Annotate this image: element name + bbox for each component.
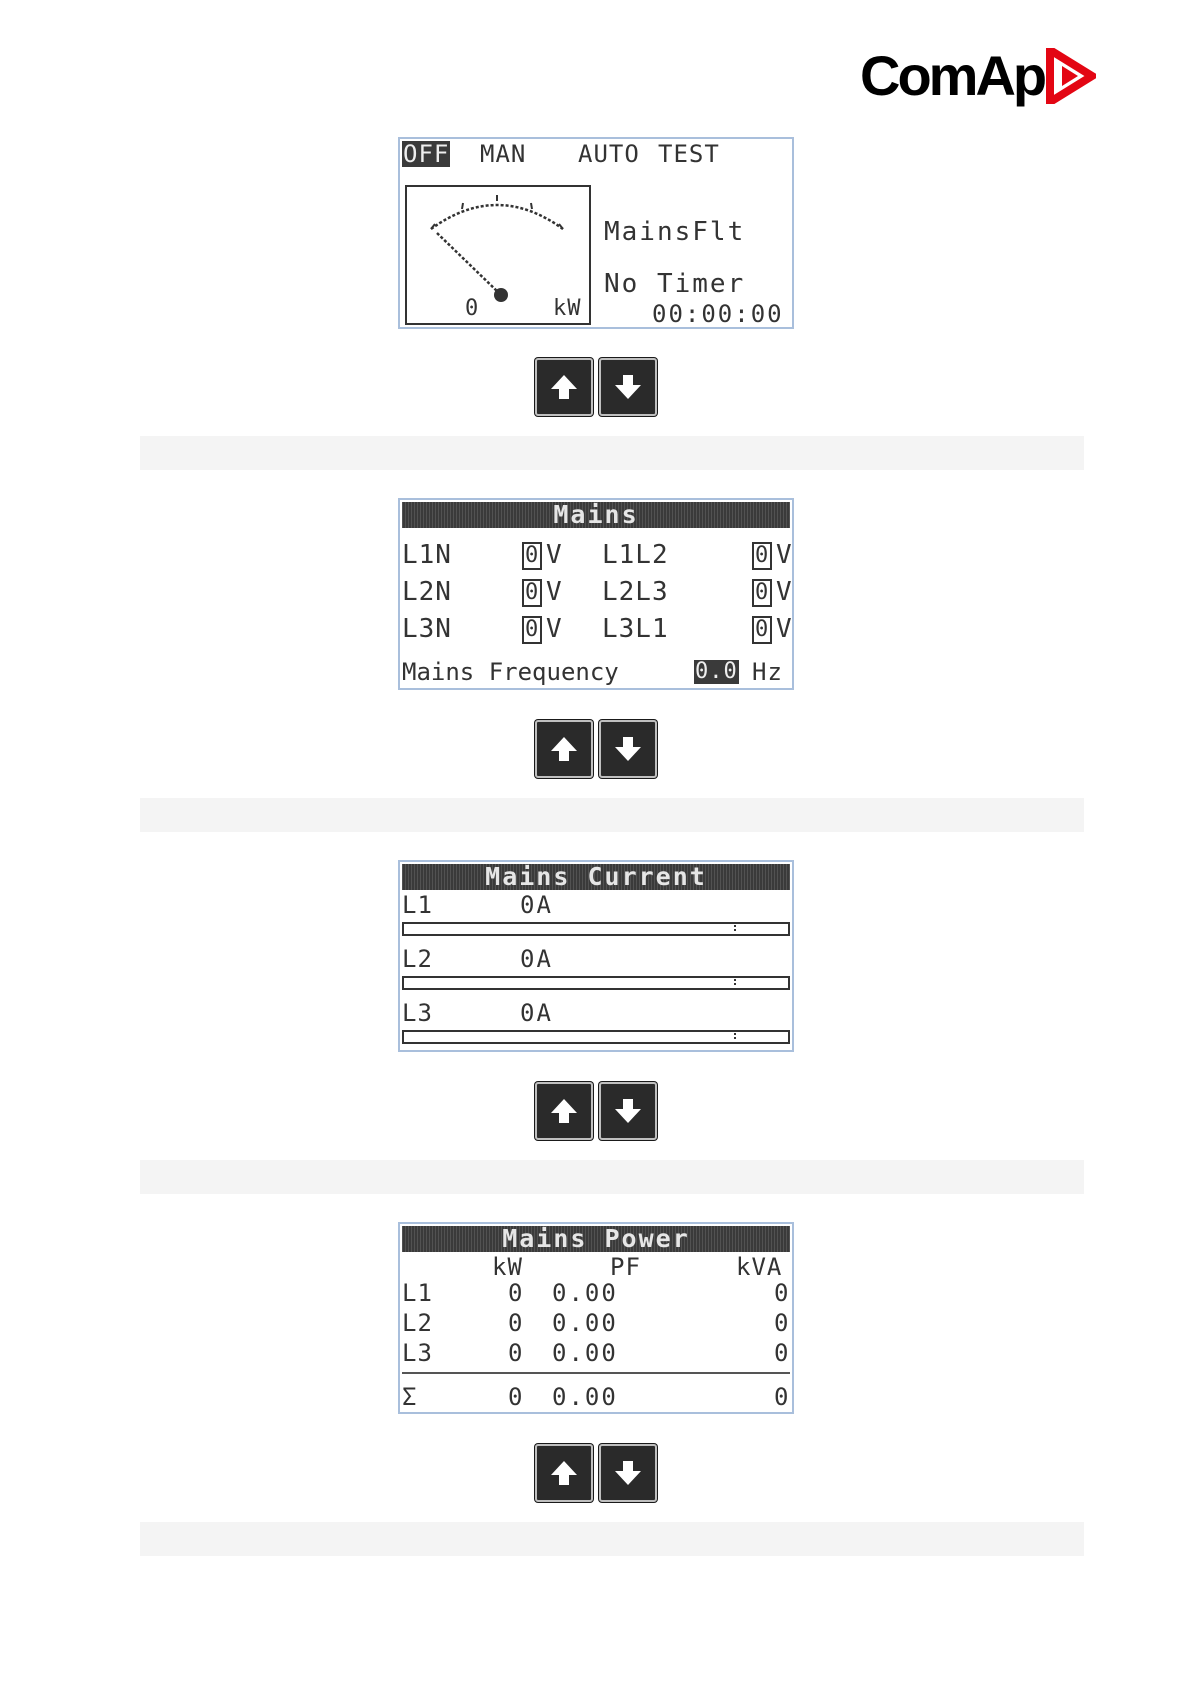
voltage-label: L1N (402, 540, 452, 570)
screen-header (402, 1226, 790, 1252)
current-bar (402, 1030, 790, 1044)
up-button[interactable] (535, 1082, 593, 1140)
status-text: MainsFlt (604, 217, 746, 247)
screen-header (402, 502, 790, 528)
up-button[interactable] (535, 358, 593, 416)
column-header-pf: PF (610, 1253, 641, 1281)
row-pf: 0.00 (552, 1309, 618, 1337)
separator-band (140, 1522, 1084, 1556)
lcd-screen-mains-power (398, 1222, 794, 1414)
timer-value: 00:00:00 (652, 300, 784, 328)
mode-auto[interactable]: AUTO (578, 140, 640, 168)
arrow-up-icon (549, 1096, 579, 1126)
arrow-up-icon (549, 372, 579, 402)
down-button[interactable] (599, 358, 657, 416)
voltage-label: L1L2 (602, 540, 669, 570)
total-label: Σ (402, 1383, 418, 1411)
row-kva: 0 (774, 1309, 790, 1337)
frequency-label: Mains Frequency (402, 658, 619, 686)
total-pf: 0.00 (552, 1383, 618, 1411)
voltage-value: 0 (522, 579, 542, 607)
total-divider (402, 1372, 790, 1374)
gauge-unit: kW (553, 296, 582, 321)
voltage-unit: V (546, 577, 563, 607)
voltage-unit: V (776, 577, 793, 607)
gauge-value: 0 (465, 296, 480, 321)
total-kw: 0 (508, 1383, 524, 1411)
lcd-screen-mains-current (398, 860, 794, 1052)
arrow-down-icon (613, 372, 643, 402)
phase-current: 0A (520, 891, 553, 919)
down-button[interactable] (599, 1082, 657, 1140)
current-bar (402, 976, 790, 990)
up-button[interactable] (535, 1444, 593, 1502)
voltage-value: 0 (752, 616, 772, 644)
mode-man[interactable]: MAN (480, 140, 527, 168)
down-button[interactable] (599, 720, 657, 778)
frequency-value: 0.0 (695, 659, 738, 684)
row-pf: 0.00 (552, 1279, 618, 1307)
voltage-label: L3N (402, 614, 452, 644)
phase-current: 0A (520, 999, 553, 1027)
screen-title: Mains Power (502, 1224, 690, 1253)
voltage-value: 0 (522, 542, 542, 570)
row-kw: 0 (508, 1279, 524, 1307)
separator-band (140, 798, 1084, 832)
arrow-down-icon (613, 1458, 643, 1488)
arrow-up-icon (549, 734, 579, 764)
phase-current: 0A (520, 945, 553, 973)
lcd-screen-mains (398, 498, 794, 690)
row-kva: 0 (774, 1339, 790, 1367)
column-header-kva: kVA (736, 1253, 783, 1281)
power-gauge (405, 185, 591, 325)
row-kw: 0 (508, 1339, 524, 1367)
phase-label: L1 (402, 891, 433, 919)
voltage-unit: V (546, 540, 563, 570)
row-kva: 0 (774, 1279, 790, 1307)
up-button[interactable] (535, 720, 593, 778)
row-label: L1 (402, 1279, 433, 1307)
total-kva: 0 (774, 1383, 790, 1411)
mode-off[interactable]: OFF (403, 140, 450, 168)
voltage-unit: V (776, 540, 793, 570)
voltage-unit: V (776, 614, 793, 644)
arrow-down-icon (613, 734, 643, 764)
voltage-label: L3L1 (602, 614, 669, 644)
voltage-value: 0 (522, 616, 542, 644)
voltage-value: 0 (752, 579, 772, 607)
mode-test[interactable]: TEST (658, 140, 720, 168)
down-button[interactable] (599, 1444, 657, 1502)
separator-band (140, 436, 1084, 470)
screen-title: Mains Current (485, 862, 707, 891)
arrow-up-icon (549, 1458, 579, 1488)
logo-text: ComAp (860, 44, 1045, 107)
voltage-value: 0 (752, 542, 772, 570)
logo-arrow-icon (1046, 48, 1096, 104)
row-kw: 0 (508, 1309, 524, 1337)
voltage-unit: V (546, 614, 563, 644)
lcd-screen-main (398, 137, 794, 329)
screen-title: Mains (553, 500, 639, 529)
column-header-kw: kW (492, 1253, 523, 1281)
voltage-label: L2N (402, 577, 452, 607)
row-pf: 0.00 (552, 1339, 618, 1367)
arrow-down-icon (613, 1096, 643, 1126)
current-bar (402, 922, 790, 936)
frequency-unit: Hz (752, 658, 783, 686)
timer-label: No Timer (604, 269, 746, 299)
phase-label: L2 (402, 945, 433, 973)
voltage-label: L2L3 (602, 577, 669, 607)
screen-header (402, 864, 790, 890)
phase-label: L3 (402, 999, 433, 1027)
row-label: L3 (402, 1339, 433, 1367)
separator-band (140, 1160, 1084, 1194)
row-label: L2 (402, 1309, 433, 1337)
